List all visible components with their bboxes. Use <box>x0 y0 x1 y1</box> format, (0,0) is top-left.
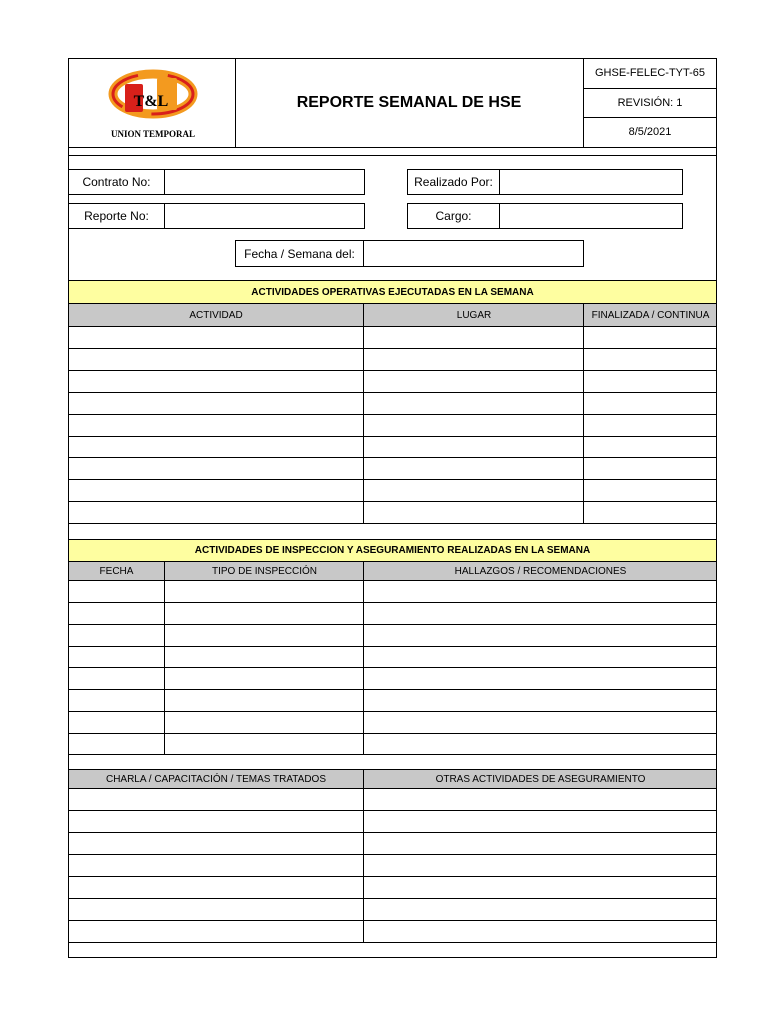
table-row <box>68 646 717 647</box>
table-row <box>68 711 717 712</box>
table-row <box>68 580 717 581</box>
contrato-field[interactable] <box>164 169 365 195</box>
fecha-label: Fecha / Semana del: <box>244 246 355 261</box>
table-row <box>68 788 717 789</box>
reporte-label: Reporte No: <box>84 209 149 223</box>
table-row <box>68 689 717 690</box>
table-row <box>68 832 717 833</box>
table-row <box>68 898 717 899</box>
reporte-field[interactable] <box>164 203 365 229</box>
table-row <box>68 602 717 603</box>
cargo-field[interactable] <box>499 203 683 229</box>
header-bottom-line <box>68 147 717 148</box>
table-row <box>68 348 717 349</box>
table-row <box>68 876 717 877</box>
table-row <box>68 392 717 393</box>
column-fecha: FECHA <box>99 565 134 577</box>
column-hallazgos: HALLAZGOS / RECOMENDACIONES <box>454 565 627 577</box>
table-row <box>68 624 717 625</box>
realizado-label: Realizado Por: <box>414 175 493 189</box>
column-tipo-inspeccion: TIPO DE INSPECCIÓN <box>211 565 317 577</box>
table-row <box>68 942 717 943</box>
logo-letters: T&L <box>133 93 169 110</box>
table-row <box>68 370 717 371</box>
table-row <box>68 479 717 480</box>
logo-text: UNION TEMPORAL <box>110 129 196 139</box>
column-otras-actividades: OTRAS ACTIVIDADES DE ASEGURAMIENTO <box>435 773 646 785</box>
section1-col-divider-1 <box>363 303 364 523</box>
table-row <box>68 810 717 811</box>
table-row <box>68 414 717 415</box>
column-lugar: LUGAR <box>456 309 492 321</box>
spacer-line <box>68 155 717 156</box>
document-code: GHSE-FELEC-TYT-65 <box>594 67 706 79</box>
table-row <box>68 667 717 668</box>
cargo-label: Cargo: <box>435 209 472 223</box>
table-row <box>68 920 717 921</box>
contrato-label: Contrato No: <box>82 175 151 189</box>
table-row <box>68 326 717 327</box>
section1-col-divider-2 <box>583 303 584 523</box>
document-date: 8/5/2021 <box>628 126 672 138</box>
table-row <box>68 754 717 755</box>
realizado-field[interactable] <box>499 169 683 195</box>
section2-col-divider-2 <box>363 561 364 754</box>
table-row <box>68 436 717 437</box>
page-title: REPORTE SEMANAL DE HSE <box>296 93 522 111</box>
column-charla: CHARLA / CAPACITACIÓN / TEMAS TRATADOS <box>105 773 327 785</box>
table-row <box>68 854 717 855</box>
section2-title: ACTIVIDADES DE INSPECCION Y ASEGURAMIENTO REALIZADAS EN LA SEMANA <box>194 545 591 556</box>
section3-col-divider <box>363 769 364 942</box>
section2-col-divider-1 <box>164 561 165 754</box>
table-row <box>68 501 717 502</box>
section1-title: ACTIVIDADES OPERATIVAS EJECUTADAS EN LA SEMANA <box>251 286 534 298</box>
logo-emblem-icon <box>95 64 215 144</box>
column-actividad: ACTIVIDAD <box>189 309 243 321</box>
column-finalizada: FINALIZADA / CONTINUA <box>591 309 710 321</box>
company-logo <box>95 64 215 144</box>
table-row <box>68 733 717 734</box>
fecha-field[interactable] <box>363 240 584 267</box>
table-row <box>68 523 717 524</box>
table-row <box>68 457 717 458</box>
revision-label: REVISIÓN: 1 <box>617 96 683 109</box>
